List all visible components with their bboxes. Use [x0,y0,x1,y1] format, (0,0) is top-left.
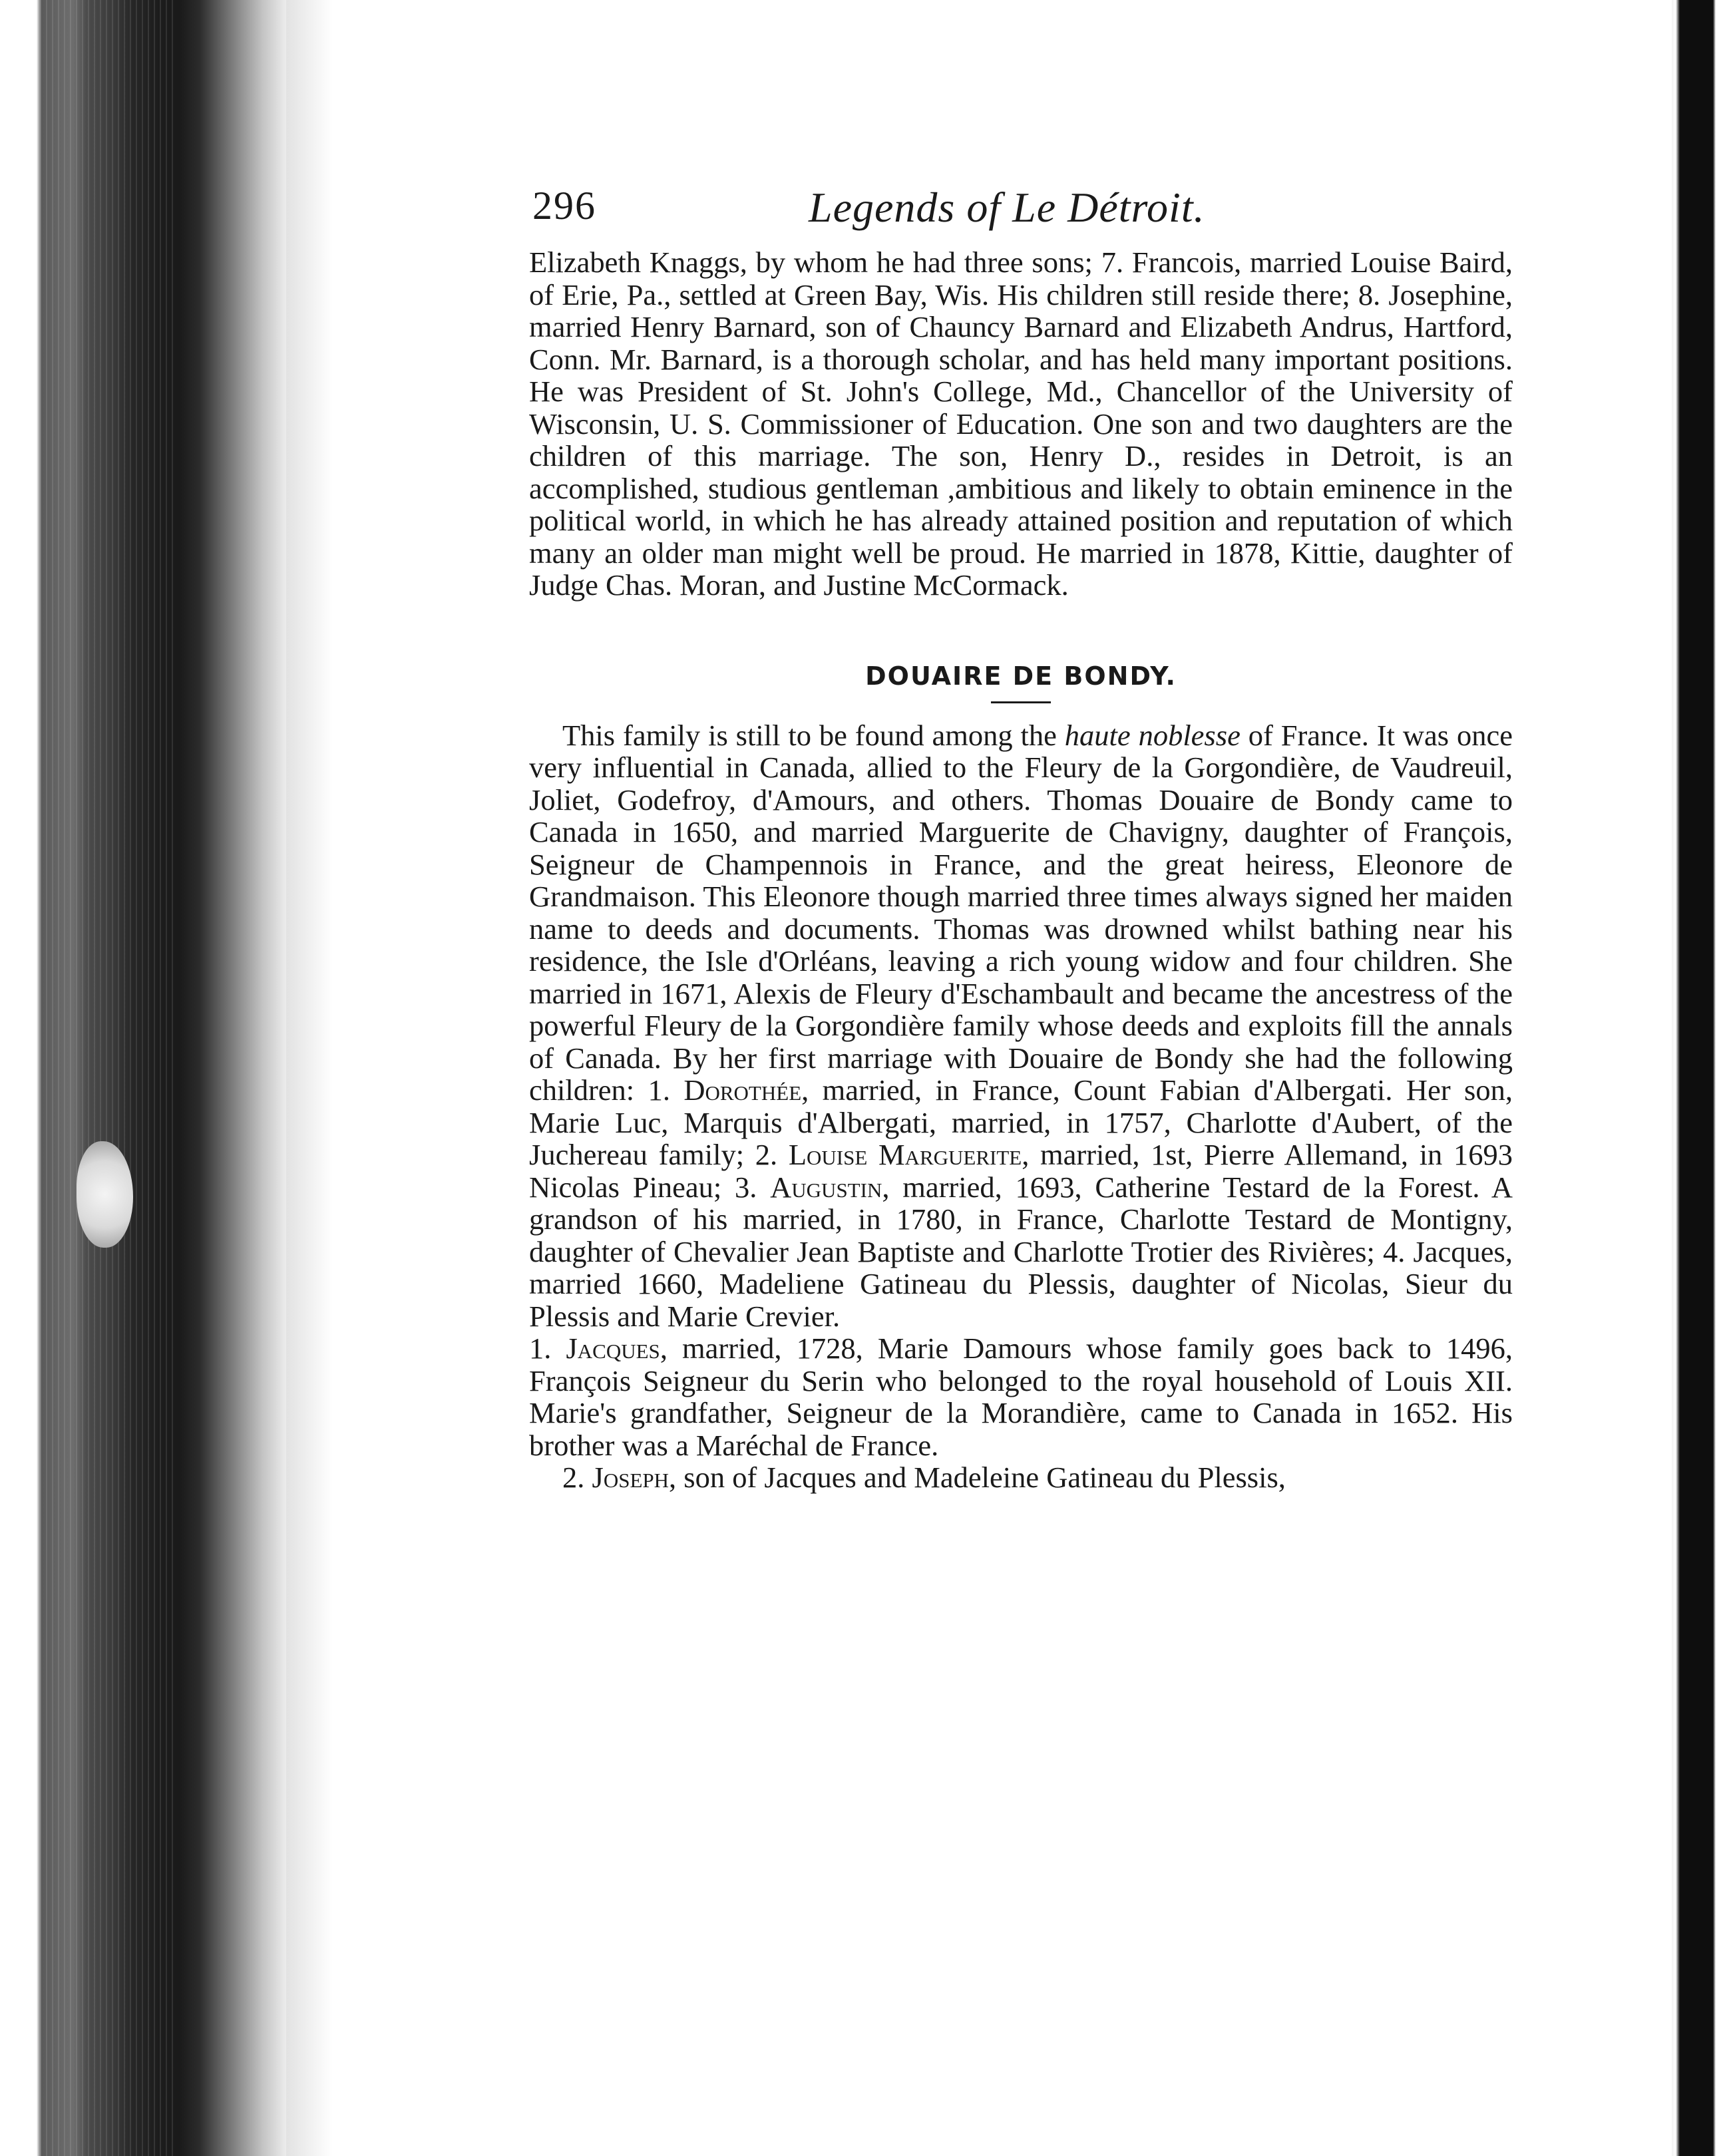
paragraph-joseph [529,1461,1513,1494]
page-number: 296 [532,184,596,228]
page-body [529,246,1513,1494]
running-head [529,173,1513,246]
text-run: , married, 1st, Pierre Allemand, in 1693 Nicolas Pineau; 3. [529,1138,1513,1204]
page-stack-edges [40,0,173,2156]
text-run: , married, 1728, Marie Damours whose family goes back to 1496, François Seigneur du Serin who belonged to the royal household of Louis XII. Marie's grandfather, Seigneur de la Morandière, came to Canada in 1652. His brother was a Maréchal de France. [529,1332,1513,1462]
paragraph-family-history [529,719,1513,1333]
running-title: Legends of Le Détroit. [809,184,1205,231]
small-caps-name: Augustin [770,1170,882,1204]
text-run: , son of Jacques and Madeleine Gatineau du Plessis, [669,1461,1286,1494]
small-caps-name: Joseph [592,1461,670,1494]
binding-shadow [286,0,333,2156]
scan-right-border [1672,0,1725,2156]
small-caps-name: Jacques [566,1332,660,1365]
small-caps-name: Dorothée [683,1073,802,1107]
text-run: , married, 1693, Catherine Testard de la Forest. A grandson of his married, in 1780, in France, Charlotte Testard de Montigny, daughter of Chevalier Jean Baptiste and Charlotte Trotier des Rivières; 4. Jacques, married 1660, Madeliene Gatineau du Plessis, daughter of Nicolas, Sieur du Plessis and Marie Crevier. [529,1170,1513,1333]
book-page [529,173,1513,1494]
text-run: This family is still to be found among the [562,718,1065,752]
text-run: , married, in France, Count Fabian d'Albergati. Her son, Marie Luc, Marquis d'Albergati, married, in 1757, Charlotte d'Aubert, of the Juchereau family; 2. [529,1073,1513,1171]
text-run: 1. [529,1332,566,1365]
heading-rule [991,701,1051,703]
text-run: 2. [562,1461,592,1494]
paragraph-continued: Elizabeth Knaggs, by whom he had three sons; 7. Francois, married Louise Baird, of Erie, Pa., settled at Green Bay, Wis. His children still reside there; 8. Josephine, married Henry Barnard, son of Chauncy Barnard and Elizabeth Andrus, Hartford, Conn. Mr. Barnard, is a thorough scholar, and has held many important positions. He was President of St. John's College, Md., Chancellor of the University of Wisconsin, U. S. Commissioner of Education. One son and two daughters are the children of this marriage. The son, Henry D., resides in Detroit, is an accomplished, studious gentleman ,ambitious and likely to obtain eminence in the political world, in which he has already attained position and reputation of which many an older man might well be proud. He married in 1878, Kittie, daughter of Judge Chas. Moran, and Justine McCormack. [529,246,1513,602]
paragraph-jacques [529,1332,1513,1461]
italic-phrase: haute noblesse [1064,718,1241,752]
section-heading: DOUAIRE DE BONDY. [865,661,1177,691]
small-caps-name: Louise Marguerite [788,1138,1022,1171]
text-run: of France. It was once very influential in Canada, allied to the Fleury de la Gorgondière, de Vaudreuil, Joliet, Godefroy, d'Amours, and others. Thomas Douaire de Bondy came to Canada in 1650, and married Marguerite de Chavigny, daughter of François, Seigneur de Champennois in France, and the great heiress, Eleonore de Grandmaison. This Eleonore though married three times always signed her maiden name to deeds and documents. Thomas was drowned whilst bathing near his residence, the Isle d'Orléans, leaving a rich young widow and four children. She married in 1671, Alexis de Fleury d'Eschambault and became the ancestress of the powerful Fleury de la Gorgondière family whose deeds and exploits fill the annals of Canada. By her first marriage with Douaire de Bondy she had the following children: 1. [529,718,1513,1107]
